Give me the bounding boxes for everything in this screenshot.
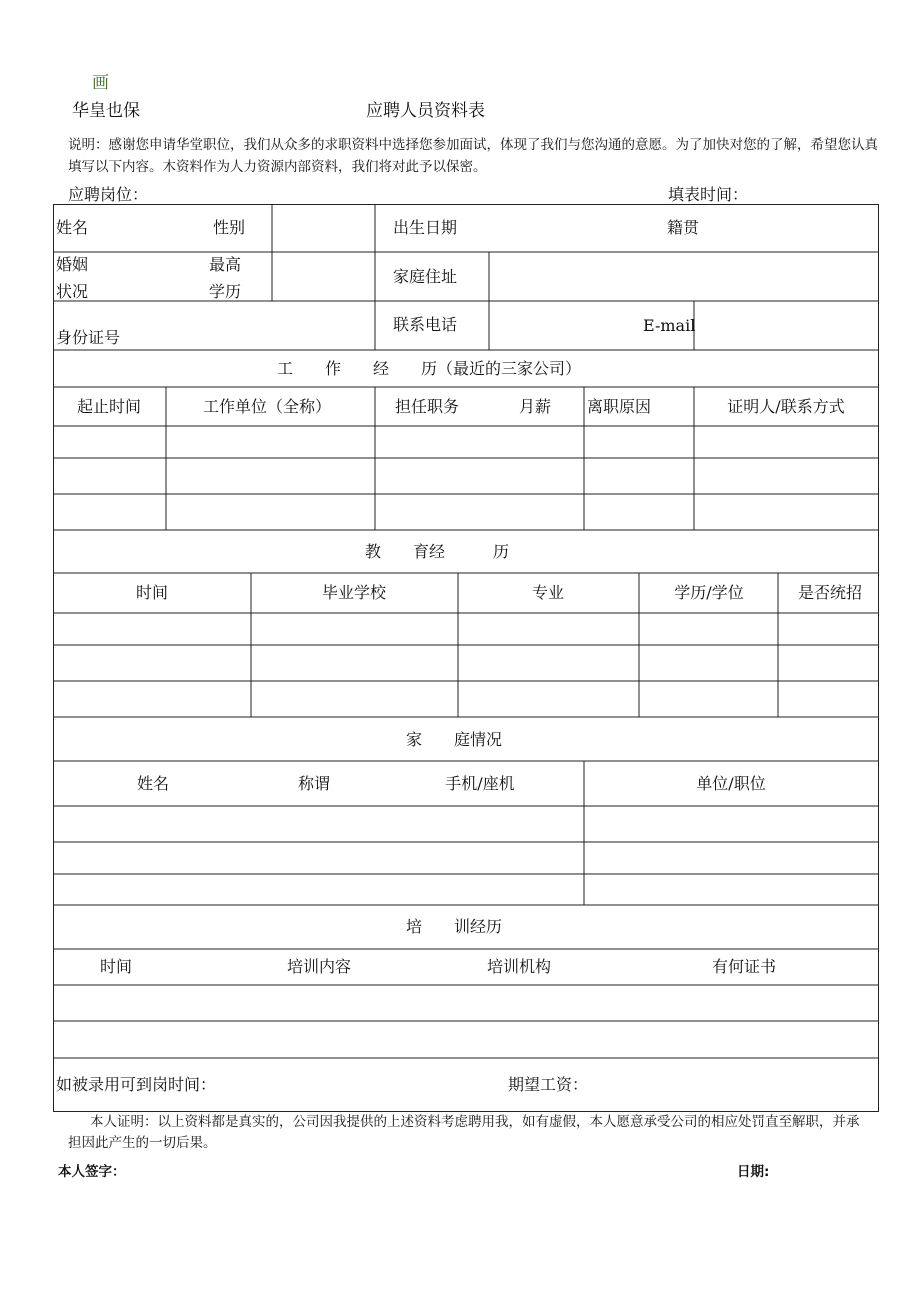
id-number-label: 身份证号 [56,328,121,347]
available-date-label: 如被录用可到岗时间： [56,1075,217,1094]
family-title: 家 庭情况 [406,730,503,749]
work-header-period: 起止时间 [76,397,142,416]
work-header-company: 工作单位（全称） [202,397,332,416]
work-header-position: 担任职务 [395,397,460,416]
company-name: 华皇也保 [72,101,140,121]
training-title: 培 训经历 [406,917,503,936]
education-level-label-line1: 最高 [209,255,242,274]
application-form-table [53,204,879,1112]
page-title: 应聘人员资料表 [366,101,485,121]
birth-date-label: 出生日期 [393,218,458,237]
gender-label: 性别 [213,218,246,237]
company-logo-mark: 画 [92,73,109,93]
work-header-reference: 证明人/联系方式 [727,397,845,416]
edu-header-school: 毕业学校 [321,583,387,602]
training-header-content: 培训内容 [286,957,352,976]
expected-salary-label: 期望工资： [508,1075,589,1094]
training-header-time: 时间 [99,957,133,976]
edu-header-full-time: 是否统招 [797,583,863,602]
work-header-salary: 月薪 [519,397,552,416]
name-label: 姓名 [56,218,89,237]
native-place-label: 籍贯 [667,218,700,237]
email-label: E-mail [643,316,696,335]
education-level-label-line2: 学历 [209,282,242,301]
family-header-relation: 称谓 [297,774,331,793]
signature-date-label: 日期: [737,1164,770,1180]
edu-header-major: 专业 [531,583,565,602]
edu-header-degree: 学历/学位 [674,583,744,602]
instructions-note: 说明：感谢您申请华堂职位，我们从众多的求职资料中选择您参加面试，体现了我们与您沟通的意愿。为了加快对您的了解，希望您认真填写以下内容。木资料作为人力资源内部资料，我们将对此予以保密。 [68,137,878,175]
marital-status-label-line1: 婚姻 [56,255,89,274]
applied-position-label: 应聘岗位： [68,185,149,204]
phone-label: 联系电话 [393,315,458,334]
edu-header-time: 时间 [135,583,169,602]
education-title: 教 育经 历 [365,542,510,561]
training-header-certificate: 有何证书 [711,957,777,976]
home-address-label: 家庭住址 [393,267,458,286]
marital-status-label-line2: 状况 [56,282,89,301]
family-header-name: 姓名 [136,774,170,793]
family-header-phone: 手机/座机 [445,774,515,793]
self-certification-statement: 本人证明：以上资料都是真实的，公司因我提供的上述资料考虑聘用我，如有虚假，本人愿意承受公司的相应处罚直至解职，并承担因此产生的一切后果。 [68,1114,860,1151]
work-experience-title: 工 作 经 历（最近的三家公司） [277,359,582,378]
work-header-leave-reason: 离职原因 [587,397,652,416]
fill-date-label: 填表时间： [668,185,749,204]
signature-label: 本人签字： [58,1164,126,1180]
family-header-employer: 单位/职位 [696,774,766,793]
training-header-institution: 培训机构 [486,957,552,976]
